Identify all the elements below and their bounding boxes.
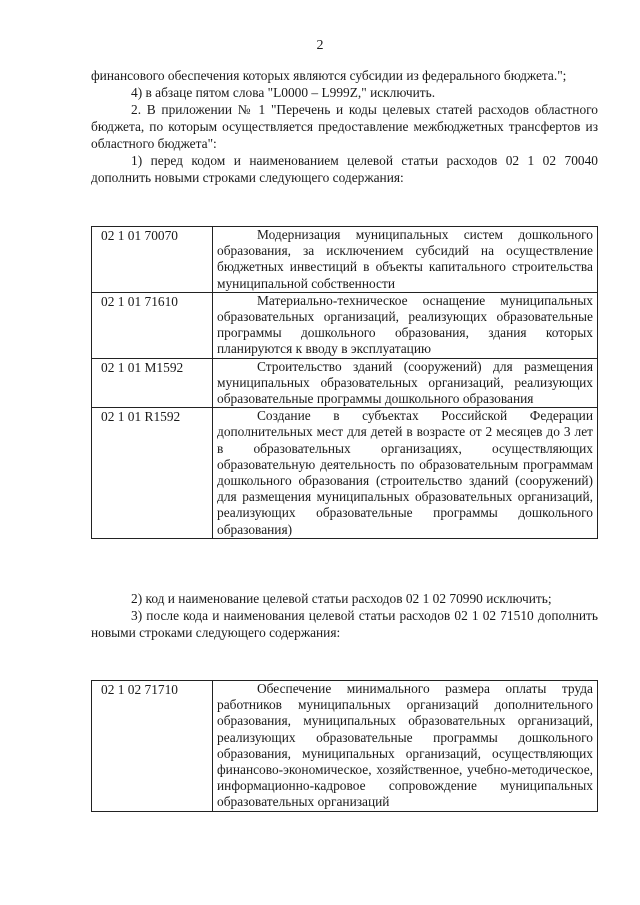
table-row [92, 358, 598, 408]
table-row [92, 227, 598, 293]
code-cell: 02 1 01 71610 [92, 292, 213, 358]
page-number: 2 [316, 38, 324, 53]
description-cell: Модернизация муниципальных систем дошкольного образования, за исключением субсидий на осуществление бюджетных инвестиций в объекты капитального строительства муниципальной собственности [213, 227, 598, 293]
intro-section [91, 67, 598, 186]
codes-table-1-wrap [91, 226, 598, 539]
description-cell: Создание в субъектах Российской Федерации дополнительных мест для детей в возрасте от 2 месяцев до 3 лет в образовательных организациях, осуществляющих образовательную деятельность по образовательным программам дошкольного образования (строительство зданий (сооружений) для размещения муниципальных образовательных организаций, реализующих образовательные программы дошкольного образования) [213, 408, 598, 539]
code-cell: 02 1 01 R1592 [92, 408, 213, 539]
table-row [92, 681, 598, 812]
table-row [92, 408, 598, 539]
description-cell: Обеспечение минимального размера оплаты труда работников муниципальных организаций дополнительного образования, муниципальных образовательных организаций, реализующих образовательные программы дошкольного образования, муниципальных организаций, осуществляющих финансово-экономическое, хозяйственное, учебно-методическое, информационно-кадровое сопровождение муниципальных образовательных организаций [213, 681, 598, 812]
table-row [92, 292, 598, 358]
codes-table-1 [91, 226, 598, 539]
subitem-2: 2) код и наименование целевой статьи расходов 02 1 02 70990 исключить; [131, 591, 552, 606]
code-cell: 02 1 01 70070 [92, 227, 213, 293]
codes-table-2-wrap [91, 680, 598, 812]
intro-continuation: финансового обеспечения которых являются субсидии из федерального бюджета."; [91, 68, 567, 83]
middle-section [91, 590, 598, 641]
description-cell: Материально-техническое оснащение муниципальных образовательных организаций, реализующих образовательные программы дошкольного образования, здания которых планируются к вводу в эксплуатацию [213, 292, 598, 358]
subitem-1: 1) перед кодом и наименованием целевой статьи расходов 02 1 02 70040 дополнить новыми строками следующего содержания: [91, 153, 598, 185]
item-4: 4) в абзаце пятом слова "L0000 – L999Z," исключить. [131, 85, 436, 100]
code-cell: 02 1 01 M1592 [92, 358, 213, 408]
code-cell: 02 1 02 71710 [92, 681, 213, 812]
description-cell: Строительство зданий (сооружений) для размещения муниципальных образовательных организаций, реализующих образовательные программы дошкольного образования [213, 358, 598, 408]
subitem-3: 3) после кода и наименования целевой статьи расходов 02 1 02 71510 дополнить новыми строками следующего содержания: [91, 608, 598, 640]
appendix-item: 2. В приложении № 1 "Перечень и коды целевых статей расходов областного бюджета, по которым осуществляется предоставление межбюджетных трансфертов из областного бюджета": [91, 102, 598, 151]
codes-table-2 [91, 680, 598, 812]
